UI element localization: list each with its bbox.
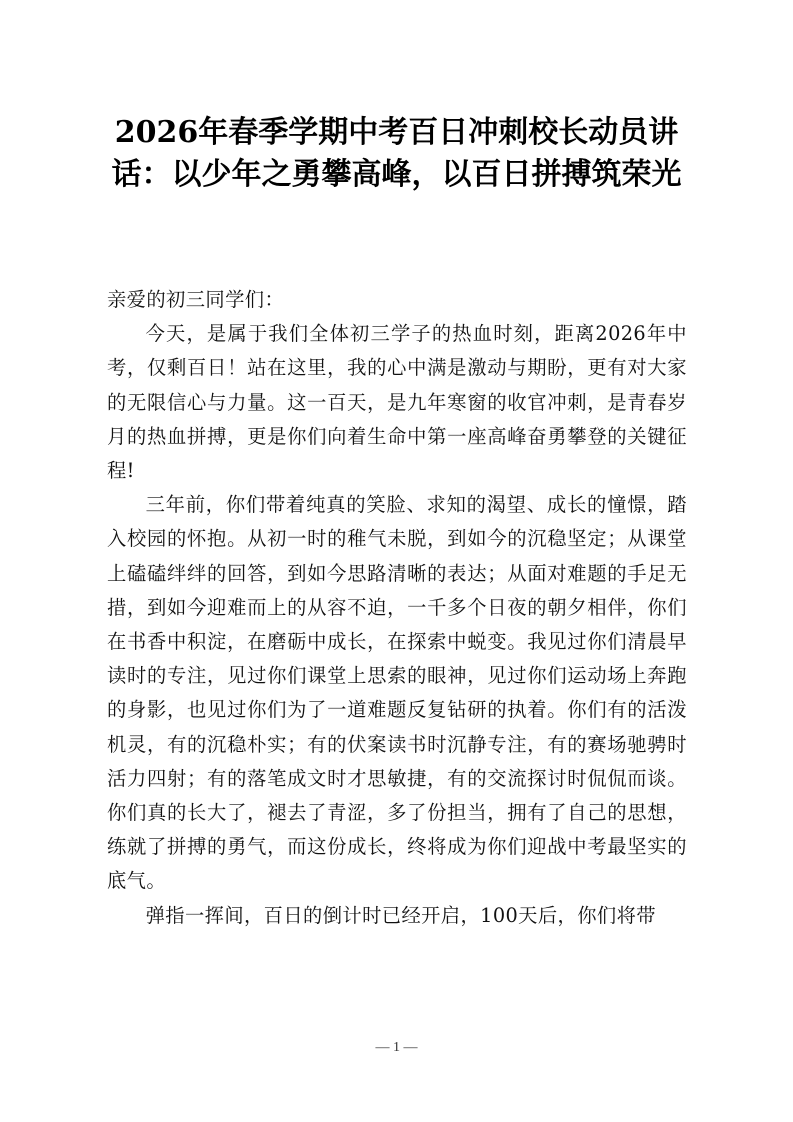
page-number: — 1 — xyxy=(375,1040,418,1055)
paragraph-2: 三年前，你们带着纯真的笑脸、求知的渴望、成长的憧憬，踏入校园的怀抱。从初一时的稚气未脱，到如今的沉稳坚定；从课堂上磕磕绊绊的回答，到如今思路清晰的表达；从面对难题的手足无措，到如今迎难而上的从容不迫，一千多个日夜的朝夕相伴，你们在书香中积淀，在磨砺中成长，在探索中蜕变。我见过你们清晨早读时的专注，见过你们课堂上思索的眼神，见过你们运动场上奔跑的身影，也见过你们为了一道难题反复钻研的执着。你们有的活泼机灵，有的沉稳朴实；有的伏案读书时沉静专注，有的赛场驰骋时活力四射；有的落笔成文时才思敏捷，有的交流探讨时侃侃而谈。你们真的长大了，褪去了青涩，多了份担当，拥有了自己的思想，练就了拼搏的勇气，而这份成长，终将成为你们迎战中考最坚实的底气。 xyxy=(107,493,687,893)
paragraph-1: 今天，是属于我们全体初三学子的热血时刻，距离2026年中考，仅剩百日！站在这里，我的心中满是激动与期盼，更有对大家的无限信心与力量。这一百天，是九年寒窗的收官冲刺，是青春岁月的热血拼搏，更是你们向着生命中第一座高峰奋勇攀登的关键征程! xyxy=(107,322,687,483)
document-title: 2026年春季学期中考百日冲刺校长动员讲话：以少年之勇攀高峰，以百日拼搏筑荣光 xyxy=(111,115,682,192)
document-body xyxy=(107,283,687,933)
paragraph-3: 弹指一挥间，百日的倒计时已经开启，100天后，你们将带 xyxy=(145,903,656,927)
salutation: 亲爱的初三同学们： xyxy=(107,288,285,311)
